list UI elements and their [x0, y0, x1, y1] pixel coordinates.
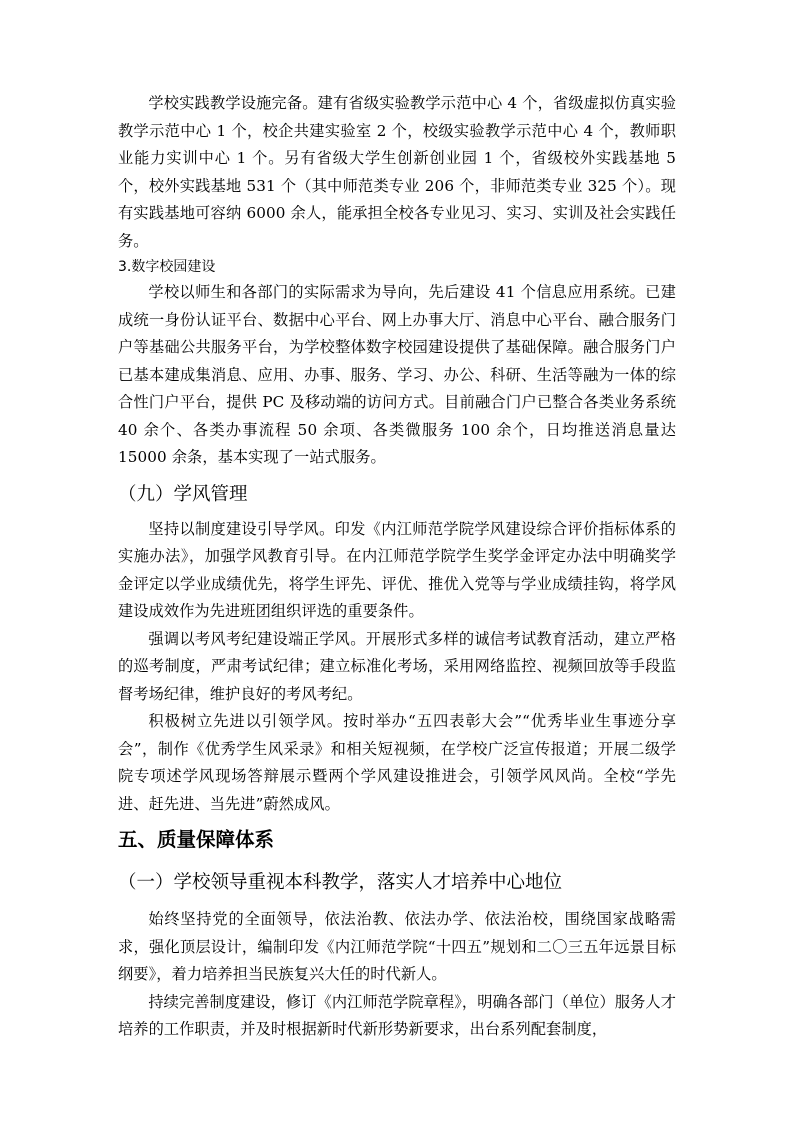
paragraph-institutional-building: 持续完善制度建设，修订《内江师范学院章程》，明确各部门（单位）服务人才培养的工作职责，并及时根据新时代新形势新要求，出台系列配套制度， [118, 992, 676, 1038]
heading-quality-assurance-system: 五、质量保障体系 [118, 828, 275, 851]
heading-digital-campus: 3.数字校园建设 [118, 259, 216, 275]
paragraph-digital-campus: 学校以师生和各部门的实际需求为导向，先后建设 41 个信息应用系统。已建成统一身份认证平台、数据中心平台、网上办事大厅、消息中心平台、融合服务门户等基础公共服务平台，为学校整体数字校园建设提供了基础保障。融合服务门户已基本建成集消息、应用、办事、服务、学习、办公、科研、生活等融为一体的综合性门户平台，提供 PC 及移动端的访问方式。目前融合门户已整合各类业务系统 40 余个、各类办事流程 50 余项、各类微服务 100 余个，日均推送消息量达 15000 余条，基本实现了一站式服务。 [118, 283, 676, 466]
paragraph-practice-facilities: 学校实践教学设施完备。建有省级实验教学示范中心 4 个，省级虚拟仿真实验教学示范中心 1 个，校企共建实验室 2 个，校级实验教学示范中心 4 个，教师职业能力实训中心 1 个。另有省级大学生创新创业园 1 个，省级校外实践基地 5 个，校外实践基地 531 个（其中师范类专业 206 个，非师范类专业 325 个）。现有实践基地可容纳 6000 余人，能承担全校各专业见习、实习、实训及社会实践任务。 [118, 94, 676, 250]
paragraph-exam-discipline: 强调以考风考纪建设端正学风。开展形式多样的诚信考试教育活动，建立严格的巡考制度，严肃考试纪律；建立标准化考场，采用网络监控、视频回放等手段监督考场纪律，维护良好的考风考纪。 [118, 629, 676, 703]
heading-study-style-management: （九）学风管理 [118, 483, 248, 505]
paragraph-party-leadership: 始终坚持党的全面领导，依法治教、依法办学、依法治校，围绕国家战略需求，强化顶层设计，编制印发《内江师范学院“十四五”规划和二〇三五年远景目标纲要》，着力培养担当民族复兴大任的时代新人。 [118, 910, 676, 983]
paragraph-role-models: 积极树立先进以引领学风。按时举办“五四表彰大会”“优秀毕业生事迹分享会”，制作《优秀学生风采录》和相关短视频，在学校广泛宣传报道；开展二级学院专项述学风现场答辩展示暨两个学风建设推进会，引领学风风尚。全校“学先进、赶先进、当先进”蔚然成风。 [118, 712, 676, 813]
paragraph-study-style-system: 坚持以制度建设引导学风。印发《内江师范学院学风建设综合评价指标体系的实施办法》，加强学风教育引导。在内江师范学院学生奖学金评定办法中明确奖学金评定以学业成绩优先，将学生评先、评优、推优入党等与学业成绩挂钩，将学风建设成效作为先进班团组织评选的重要条件。 [118, 519, 676, 620]
heading-leadership-undergraduate-teaching: （一）学校领导重视本科教学，落实人才培养中心地位 [118, 872, 563, 893]
document-page [118, 90, 676, 1044]
